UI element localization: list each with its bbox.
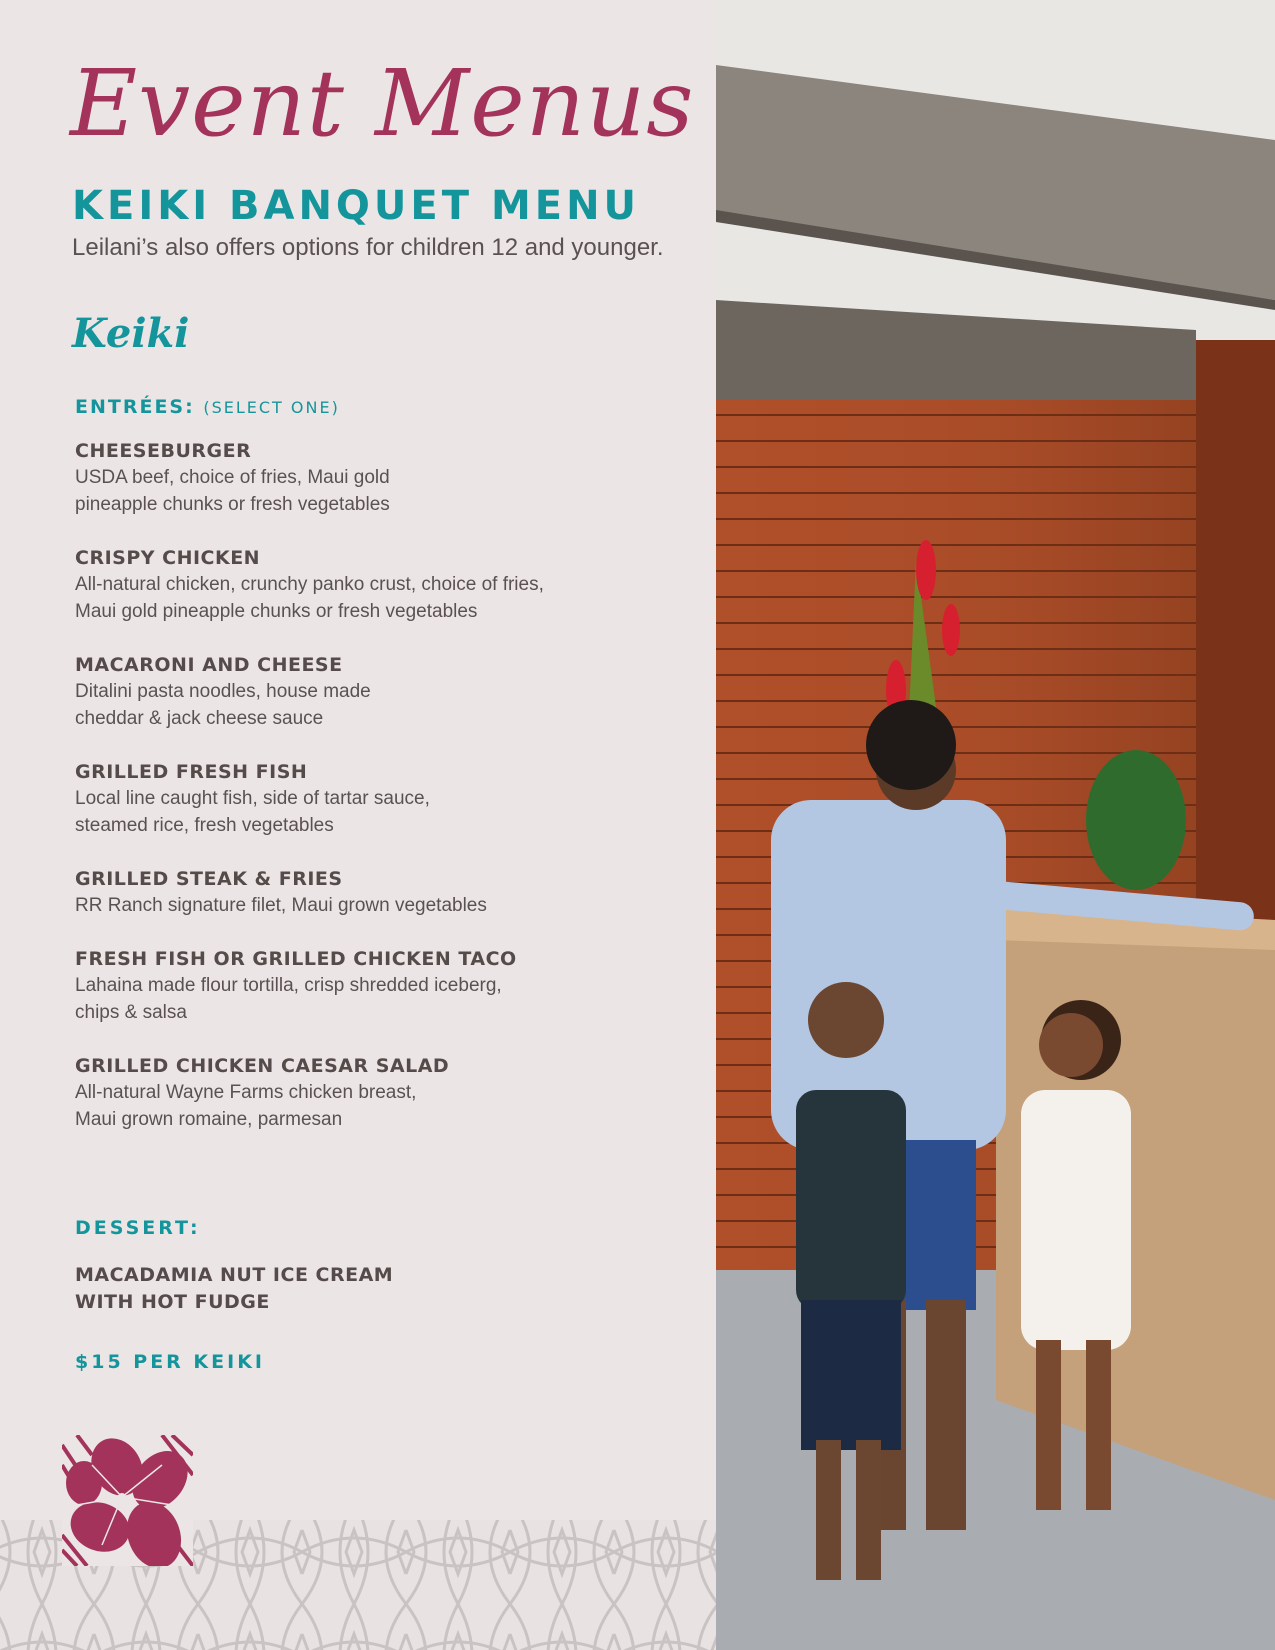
entree-name: GRILLED CHICKEN CAESAR SALAD [75, 1055, 450, 1077]
page-title: Event Menus [70, 50, 695, 157]
entree-item [75, 545, 675, 625]
entree-desc: All-natural chicken, crunchy panko crust, choice of fries, [75, 574, 544, 595]
entree-item [75, 759, 675, 839]
entree-name: GRILLED STEAK & FRIES [75, 868, 343, 890]
entrees-heading [75, 396, 340, 418]
entree-item [75, 866, 675, 919]
entree-name: MACARONI AND CHEESE [75, 654, 343, 676]
entree-desc: steamed rice, fresh vegetables [75, 815, 334, 836]
dessert-line: MACADAMIA NUT ICE CREAM [75, 1264, 394, 1286]
entree-item [75, 1053, 675, 1133]
entree-desc: pineapple chunks or fresh vegetables [75, 494, 390, 515]
entree-item [75, 438, 675, 518]
intro-text: Leilani’s also offers options for children 12 and younger. [72, 234, 664, 261]
entree-desc: Ditalini pasta noodles, house made [75, 681, 371, 702]
entrees-label: ENTRÉES: [75, 396, 195, 418]
dessert-heading: DESSERT: [75, 1217, 201, 1239]
entree-item [75, 652, 675, 732]
dessert-line: WITH HOT FUDGE [75, 1291, 270, 1313]
entree-desc: Lahaina made flour tortilla, crisp shredded iceberg, [75, 975, 502, 996]
entree-name: CRISPY CHICKEN [75, 547, 261, 569]
section-title: Keiki [72, 310, 190, 357]
entree-item [75, 946, 675, 1026]
entree-name: FRESH FISH OR GRILLED CHICKEN TACO [75, 948, 517, 970]
entree-desc: USDA beef, choice of fries, Maui gold [75, 467, 390, 488]
entree-desc: cheddar & jack cheese sauce [75, 708, 324, 729]
price-label: $15 PER KEIKI [75, 1351, 265, 1373]
entree-desc: All-natural Wayne Farms chicken breast, [75, 1082, 417, 1103]
family-photo [716, 0, 1275, 1650]
dessert-item [75, 1262, 575, 1316]
entree-desc: chips & salsa [75, 1002, 187, 1023]
menu-subtitle: KEIKI BANQUET MENU [72, 183, 641, 229]
entree-name: GRILLED FRESH FISH [75, 761, 308, 783]
entree-desc: Maui gold pineapple chunks or fresh vegetables [75, 601, 478, 622]
entree-list [75, 438, 675, 1160]
entree-desc: RR Ranch signature filet, Maui grown vegetables [75, 895, 487, 916]
hibiscus-flower-icon [62, 1435, 193, 1566]
entree-desc: Maui grown romaine, parmesan [75, 1109, 343, 1130]
entree-desc: Local line caught fish, side of tartar sauce, [75, 788, 430, 809]
entrees-note: (SELECT ONE) [203, 398, 340, 417]
entree-name: CHEESEBURGER [75, 440, 252, 462]
